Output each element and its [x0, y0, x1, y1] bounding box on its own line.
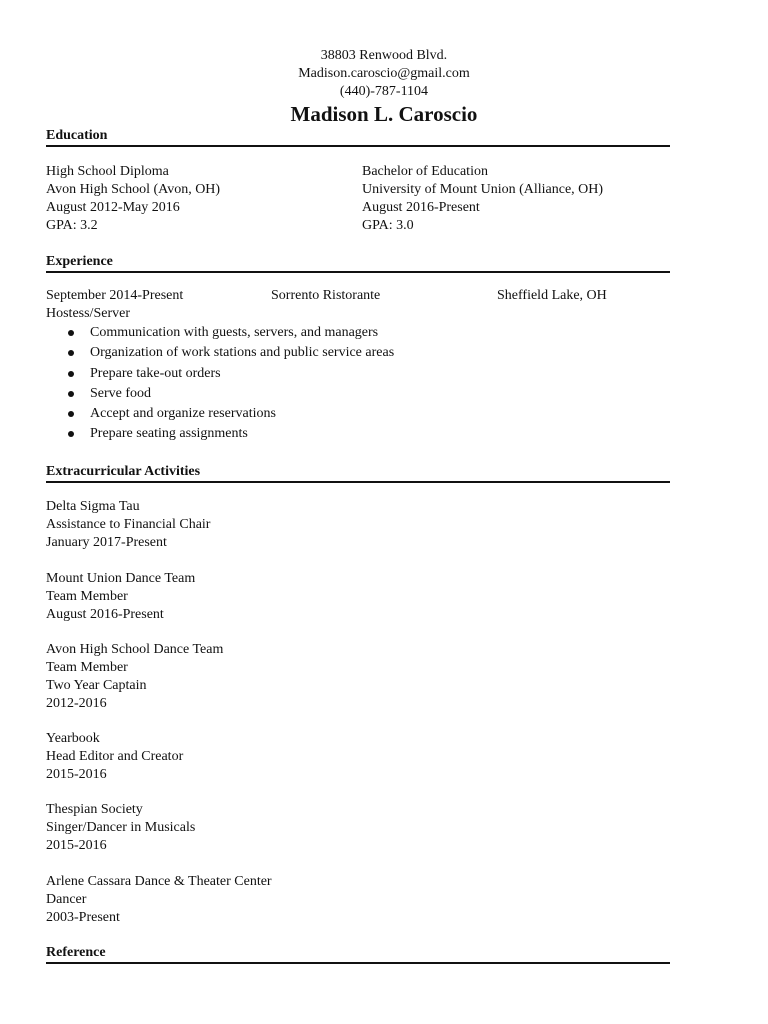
activity-thespian-society: Thespian Society Singer/Dancer in Musicals 2015-2016	[46, 802, 196, 853]
activities-heading: Extracurricular Activities	[46, 463, 670, 483]
list-item: Organization of work stations and public service areas	[46, 343, 394, 363]
bullet-icon	[68, 371, 74, 377]
list-item: Communication with guests, servers, and managers	[46, 323, 394, 343]
email-line: Madison.caroscio@gmail.com	[298, 66, 470, 81]
gpa: GPA: 3.0	[362, 218, 414, 233]
school: University of Mount Union (Alliance, OH)	[362, 182, 604, 197]
phone-line: (440)-787-1104	[339, 84, 429, 99]
bullet-icon	[68, 391, 74, 397]
list-item: Prepare take-out orders	[46, 364, 394, 384]
education-heading: Education	[46, 127, 670, 147]
dates: August 2012-May 2016	[46, 200, 180, 215]
degree: High School Diploma	[46, 164, 169, 179]
bullet-icon	[68, 431, 74, 437]
address-line: 38803 Renwood Blvd.	[320, 48, 448, 63]
dates: August 2016-Present	[362, 200, 480, 215]
job-employer: Sorrento Ristorante	[271, 288, 381, 303]
activity-mount-union-dance: Mount Union Dance Team Team Member August 2016-Present	[46, 571, 196, 622]
job-duties-list	[46, 323, 394, 445]
experience-heading: Experience	[46, 253, 670, 273]
activity-delta-sigma-tau: Delta Sigma Tau Assistance to Financial Chair January 2017-Present	[46, 499, 211, 550]
resume-name: Madison L. Caroscio	[290, 102, 478, 126]
gpa: GPA: 3.2	[46, 218, 98, 233]
list-item: Serve food	[46, 384, 394, 404]
activity-arlene-cassara: Arlene Cassara Dance & Theater Center Dancer 2003-Present	[46, 874, 272, 925]
contact-header	[0, 47, 768, 126]
education-entry-college	[362, 163, 603, 235]
bullet-icon	[68, 330, 74, 336]
job-location: Sheffield Lake, OH	[497, 288, 607, 303]
education-entry-high-school	[46, 163, 220, 235]
job-dates: September 2014-Present	[46, 288, 184, 303]
job-title: Hostess/Server	[46, 306, 130, 321]
school: Avon High School (Avon, OH)	[46, 182, 221, 197]
bullet-icon	[68, 411, 74, 417]
reference-heading: Reference	[46, 944, 670, 964]
bullet-icon	[68, 350, 74, 356]
list-item: Accept and organize reservations	[46, 404, 394, 424]
activity-yearbook: Yearbook Head Editor and Creator 2015-2016	[46, 731, 184, 782]
list-item: Prepare seating assignments	[46, 424, 394, 444]
degree: Bachelor of Education	[362, 164, 488, 179]
activity-avon-dance: Avon High School Dance Team Team Member Two Year Captain 2012-2016	[46, 642, 224, 711]
